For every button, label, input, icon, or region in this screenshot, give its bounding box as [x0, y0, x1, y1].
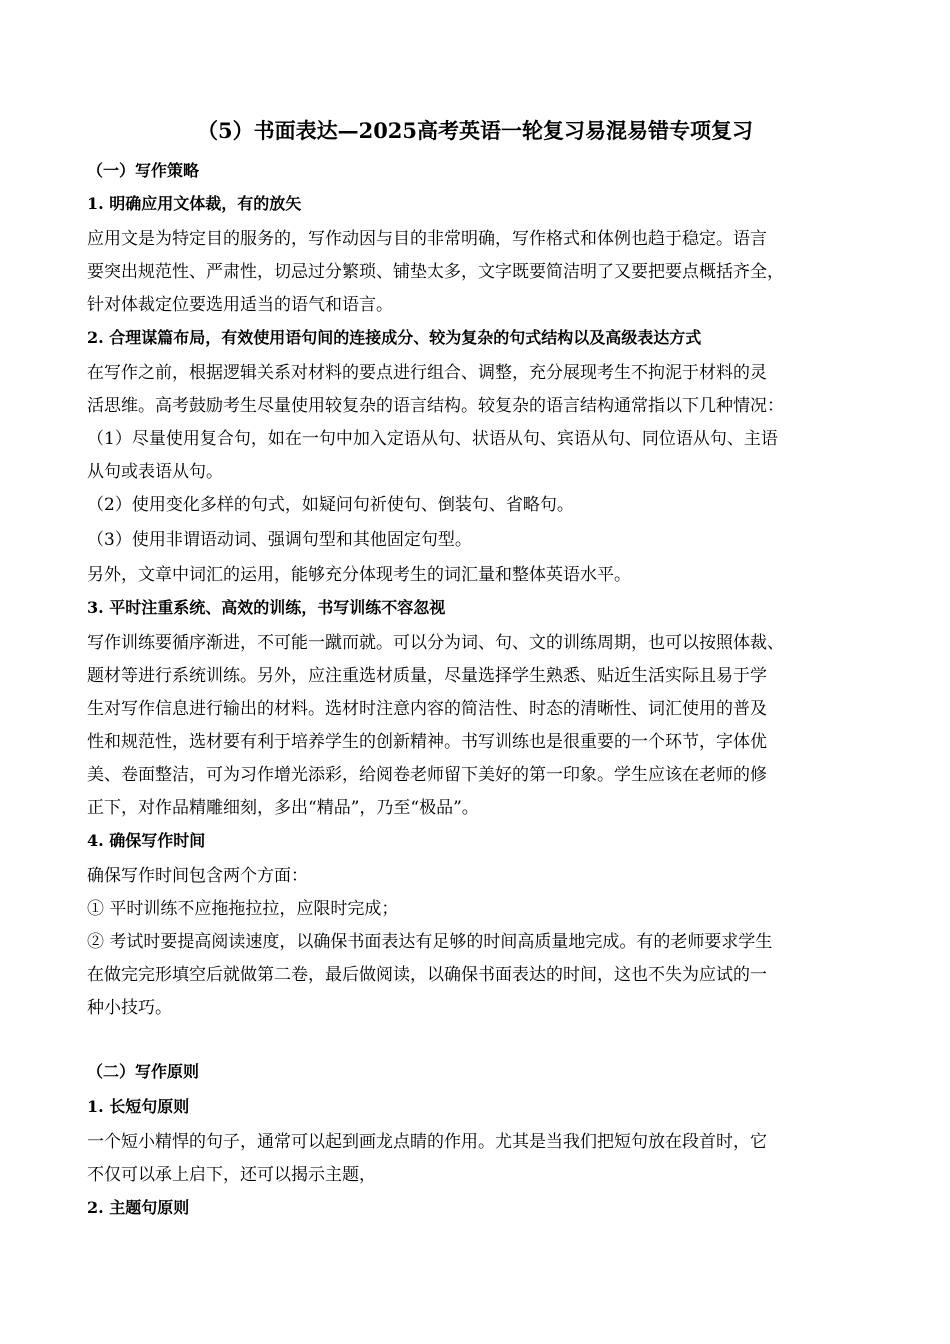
- paragraph-line: 不仅可以承上启下，还可以揭示主题，: [87, 1165, 376, 1185]
- paragraph-line: 题材等进行系统训练。另外，应注重选材质量，尽量选择学生熟悉、贴近生活实际且易于学: [87, 666, 767, 686]
- paragraph-line: 正下，对作品精雕细刻，多出“精品”，乃至“极品”。: [87, 798, 479, 818]
- paragraph-line: 性和规范性，选材要有利于培养学生的创新精神。书写训练也是很重要的一个环节，字体优: [87, 732, 767, 752]
- paragraph-line: 生对写作信息进行输出的材料。选材时注意内容的简洁性、时态的清晰性、词汇使用的普及: [87, 699, 767, 719]
- paragraph-line: 另外，文章中词汇的运用，能够充分体现考生的词汇量和整体英语水平。: [87, 565, 631, 585]
- subheading-3: 3. 平时注重系统、高效的训练，书写训练不容忽视: [87, 598, 446, 617]
- paragraph-line: 要突出规范性、严肃性，切忌过分繁琐、铺垫太多，文字既要简洁明了又要把要点概括齐全，: [87, 262, 784, 282]
- paragraph-line: 一个短小精悍的句子，通常可以起到画龙点睛的作用。尤其是当我们把短句放在段首时，它: [87, 1132, 767, 1152]
- paragraph-line: （2）使用变化多样的句式，如疑问句祈使句、倒装句、省略句。: [87, 495, 574, 515]
- document-title: （5）书面表达—2025高考英语一轮复习易混易错专项复习: [196, 118, 754, 143]
- paragraph-line: 针对体裁定位要选用适当的语气和语言。: [87, 295, 393, 315]
- section-heading-writing-strategy: （一）写作策略: [87, 161, 200, 180]
- paragraph-line: ① 平时训练不应拖拖拉拉，应限时完成；: [87, 899, 399, 919]
- paragraph-line: （1）尽量使用复合句，如在一句中加入定语从句、状语从句、宾语从句、同位语从句、主语: [87, 429, 778, 449]
- subheading-2: 2. 合理谋篇布局，有效使用语句间的连接成分、较为复杂的句式结构以及高级表达方式: [87, 328, 702, 347]
- paragraph-line: 应用文是为特定目的服务的，写作动因与目的非常明确，写作格式和体例也趋于稳定。语言: [87, 229, 767, 249]
- paragraph-line: （3）使用非谓语动词、强调句型和其他固定句型。: [87, 530, 472, 550]
- subheading-5: 1. 长短句原则: [87, 1097, 190, 1116]
- paragraph-line: 写作训练要循序渐进，不可能一蹴而就。可以分为词、句、文的训练周期，也可以按照体裁、: [87, 633, 784, 653]
- paragraph-line: 确保写作时间包含两个方面：: [87, 866, 308, 886]
- subheading-4: 4. 确保写作时间: [87, 831, 206, 850]
- subheading-1: 1. 明确应用文体裁，有的放矢: [87, 194, 302, 213]
- paragraph-line: 美、卷面整洁，可为习作增光添彩，给阅卷老师留下美好的第一印象。学生应该在老师的修: [87, 765, 767, 785]
- paragraph-line: 在做完完形填空后就做第二卷，最后做阅读，以确保书面表达的时间，这也不失为应试的一: [87, 965, 767, 985]
- paragraph-line: 从句或表语从句。: [87, 462, 223, 482]
- paragraph-line: 活思维。高考鼓励考生尽量使用较复杂的语言结构。较复杂的语言结构通常指以下几种情况：: [87, 396, 784, 416]
- paragraph-line: 在写作之前，根据逻辑关系对材料的要点进行组合、调整，充分展现考生不拘泥于材料的灵: [87, 363, 767, 383]
- paragraph-line: ② 考试时要提高阅读速度，以确保书面表达有足够的时间高质量地完成。有的老师要求学生: [87, 932, 773, 952]
- paragraph-line: 种小技巧。: [87, 998, 172, 1018]
- section-heading-writing-principles: （二）写作原则: [87, 1062, 200, 1081]
- subheading-6: 2. 主题句原则: [87, 1198, 190, 1217]
